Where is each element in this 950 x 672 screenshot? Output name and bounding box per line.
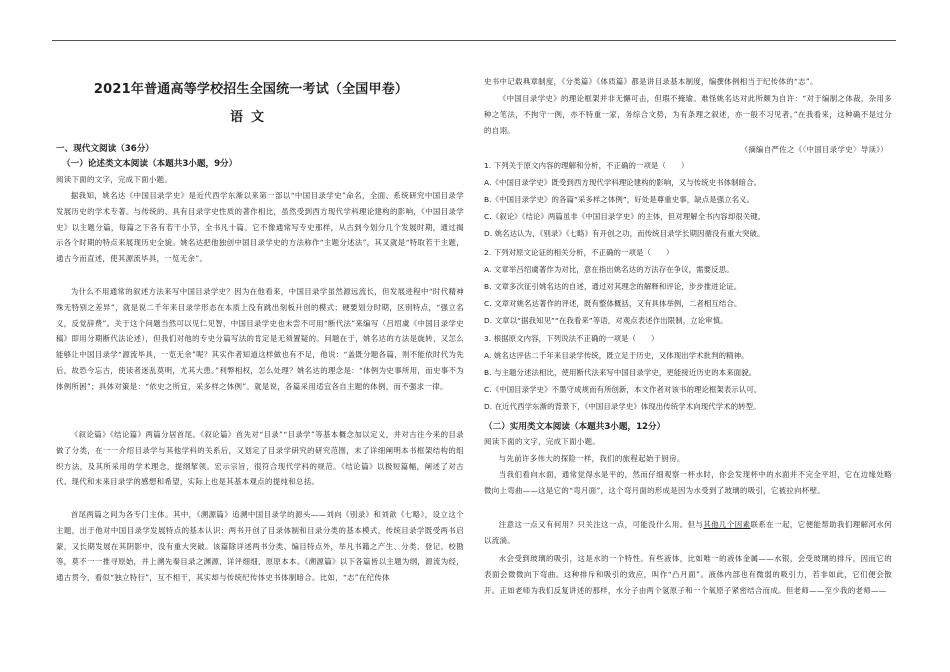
- paragraph: 与先前许多伟大的探险一样，我们的旅程起始于厨房。: [498, 454, 685, 463]
- option: D. 在近代西学东渐的背景下，《中国目录学史》体现出传统学术向现代学术的转型。: [484, 402, 761, 411]
- subject-title: 语文: [229, 110, 272, 125]
- paragraph: 当我们看向水面，通常觉得水是平的，然而仔细观察一杯水时，你会发现杯中的水面并不完全平坦，它在边缘处略微向上弯曲——这是它的“弯月面”，这个弯月面的形成是因为水受到了玻璃的吸引，它被拉向杯壁。: [484, 470, 892, 495]
- part-heading: （一）论述类文本阅读（本题共3小题，9分）: [62, 159, 238, 169]
- paragraph: 《中国目录学史》的理论框架并非无懈可击，但瑕不掩瑜。难怪姚名达对此所颇为自许：“对于编制之体裁，杂用多种之笔法，不拘守一例，亦不特重一家，务综合文势，为有条理之叙述，亦一般不习见者。”在我看来，这种确不是过分的自诩。: [484, 94, 892, 135]
- option: A. 文章举吕绍虞著作为对比，意在指出姚名达的方法存在争议，需要反思。: [484, 265, 734, 274]
- exam-title: 2021年普通高等学校招生全国统一考试（全国甲卷）: [93, 82, 409, 97]
- option: B. 与主题分述法相比，使用断代法来写中国目录学史，更能接近历史的本来面貌。: [484, 368, 757, 377]
- option: C.《叙论》《结论》两篇虽非《中国目录学史》的主体，但对理解全书内容却很关键。: [484, 212, 766, 221]
- option: B. 文章多次征引姚名达的自述，通过对其理念的解释和评论，步步推进论证。: [484, 282, 742, 291]
- header-rule: [52, 40, 896, 41]
- citation: （摘编自严佐之《〈中国目录学史〉导读》）: [740, 145, 888, 154]
- option: C.《中国目录学史》不墨守成规而有所创新，本文作者对该书的理论框架表示认可。: [484, 385, 762, 394]
- paragraph: 水会受到玻璃的吸引，这是水的一个特性。有些液体，比如唯一的液体金属——水银，会受玻璃的排斥，因而它的表面会微微向下弯曲。这种排斥和吸引的效应，叫作“凸月面”。液体内部也有微弱的吸引力，若非如此，它们便会散开。正如老师为我们反复讲述的那样，水分子由两个氢原子和一个氧原子紧密结合而成。但老师——至少我的老师——: [484, 554, 892, 595]
- option: A.《中国目录学史》既受到西方现代学科理论建构的影响，又与传统史书体制暗合。: [484, 178, 762, 187]
- text-run: 联系在一起，它便能帮助我们理解河水何以流淌。: [484, 520, 892, 545]
- paragraph: 《叙论篇》《结论篇》两篇分居首尾。《叙论篇》首先对“目录”“目录学”等基本概念加以定义，并对古往今来的目录做了分类，在一一介绍目录学与其他学科的关系后，又划定了目录学研究的研究范围，末了详细阐明本书框架结构的组织方法，及其所采用的学术理念，提纲挈领。宏示宗旨，很符合现代学科的规范。《结论篇》以极短篇幅，阐述了对古代、现代和未来目录学的感想和希望，实际上也是其基本观点的提纯和总括。: [56, 430, 464, 487]
- paragraph: 据我知，姚名达《中国目录学史》是近代西学东渐以来第一部以“中国目录学史”命名，全面、系统研究中国目录学发展历史的学术专著。与传统的、具有目录学史性质的著作相比，虽然受到西方现代学科理论建构的影响，《中国目录学史》以主题分篇，每篇之下各有若干小节，全书凡十篇。它不像通常写专史那样，从古到今划分几个发展时期，通过揭示各个时期的特点来展现历史全貌。姚名达把他独创中国目录学史的方法称作“主题分述法”，其叉就是“特取若干主题，通古今而直述，使其源流毕具，一览无余”。: [56, 191, 464, 264]
- instruction: 阅读下面的文字，完成下面小题。: [484, 437, 601, 446]
- paragraph: 史书中记载典章制度，《分类篇》《体质篇》都是讲目录基本制度，编撰体例相当于纪传体的“志”。: [484, 77, 818, 86]
- question-stem: 1. 下列关于原文内容的理解和分析，不正确的一项是（ ）: [484, 161, 689, 170]
- question-stem: 2. 下列对原文论证的相关分析，不正确的一项是（ ）: [484, 248, 674, 257]
- section-heading: 一、现代文阅读（36分）: [56, 144, 154, 154]
- paragraph: 为什么不用通常的叙述方法来写中国目录学史？因为在他看来，中国目录学虽然源远流长，但发展进程中“时代精神殊无特别之差异”，就是说二千年来目录学形态在本质上没有跳出刻板升创的模式；硬要划分时期，区别特点，“强立名义，反觉辞费”。关于这个问题当然可以见仁见智，中国目录学史也未尝不可用“断代法”来编写（吕绍虞《中国目录学史稿》即用分期断代法论述），但我们对他的专史分篇写法的肯定是无须置疑的。问题在于，姚名达的方法是旋转，又怎么能够让中国目录学“源流毕具，一览无余”呢？其实作者知道这样做也有不足，他说：“盖既分题各篇，则不能依时代为先后，故恐今忘古，使读者迷乱莫明，尤其大患。”利弊相权，怎么处理？姚名达的理念是：“体例为史事所用，而史事不为体例所困”；具体对策是：“依史之所宜，采多样之体例”。就是说，各篇采用适宜各自主题的体例，而不强求一律。: [56, 287, 464, 391]
- option: B.《中国目录学史》的各篇“采多样之体例”，好处是尊重史事，缺点是强立名义。: [484, 195, 755, 204]
- paragraph: 首尾两篇之间为各专门主体。其中，《溯源篇》追溯中国目录学的源头——刘向《别录》和刘歆《七略》，设立这个主题，出于他对中国目录学发展特点的基本认识：两书开创了目录体制和目录分类的基本模式，传统目录学既受两书启蒙，又长期发展在其阴影中，没有重大突破。该篇除详述两书分类、编目特点外，举凡书籍之产生、分类、登记、校勘等，莫不一一推寻原始，并上溯先秦目录之渊源，详评细细，原原本本。《溯源篇》以下各篇皆以主题为纲，源流为经，通古贯今，看似“独立特行”，互不相干，其实却与传统纪传体史书体制暗合。比如，“志”在纪传体: [56, 510, 464, 583]
- option: D. 姚名达认为，《别录》《七略》有开创之功，而传统目录学长期因循没有重大突破。: [484, 229, 765, 238]
- instruction: 阅读下面的文字，完成下面小题。: [56, 175, 173, 184]
- option: C. 文章对姚名达著作的评述，既有整体概括，又有具体举例，二者相互结合。: [484, 299, 742, 308]
- option: D. 文章以“据我知见”“在我看来”等语，对观点表述作出限制，立论审慎。: [484, 316, 728, 325]
- underlined-phrase: 其他几个因素: [703, 520, 751, 529]
- part-heading: （二）实用类文本阅读（本题共3小题，12分）: [484, 422, 666, 432]
- option: A. 姚名达评估二千年来目录学传统，既立足于历史，又体现出学术批判的精神。: [484, 351, 749, 360]
- paragraph: [484, 517, 892, 549]
- text-run: 注意这一点又有何用？只关注这一点，可能没什么用。但与: [498, 520, 704, 529]
- question-stem: 3. 根据原文内容，下列说法不正确的一项是（ ）: [484, 334, 659, 343]
